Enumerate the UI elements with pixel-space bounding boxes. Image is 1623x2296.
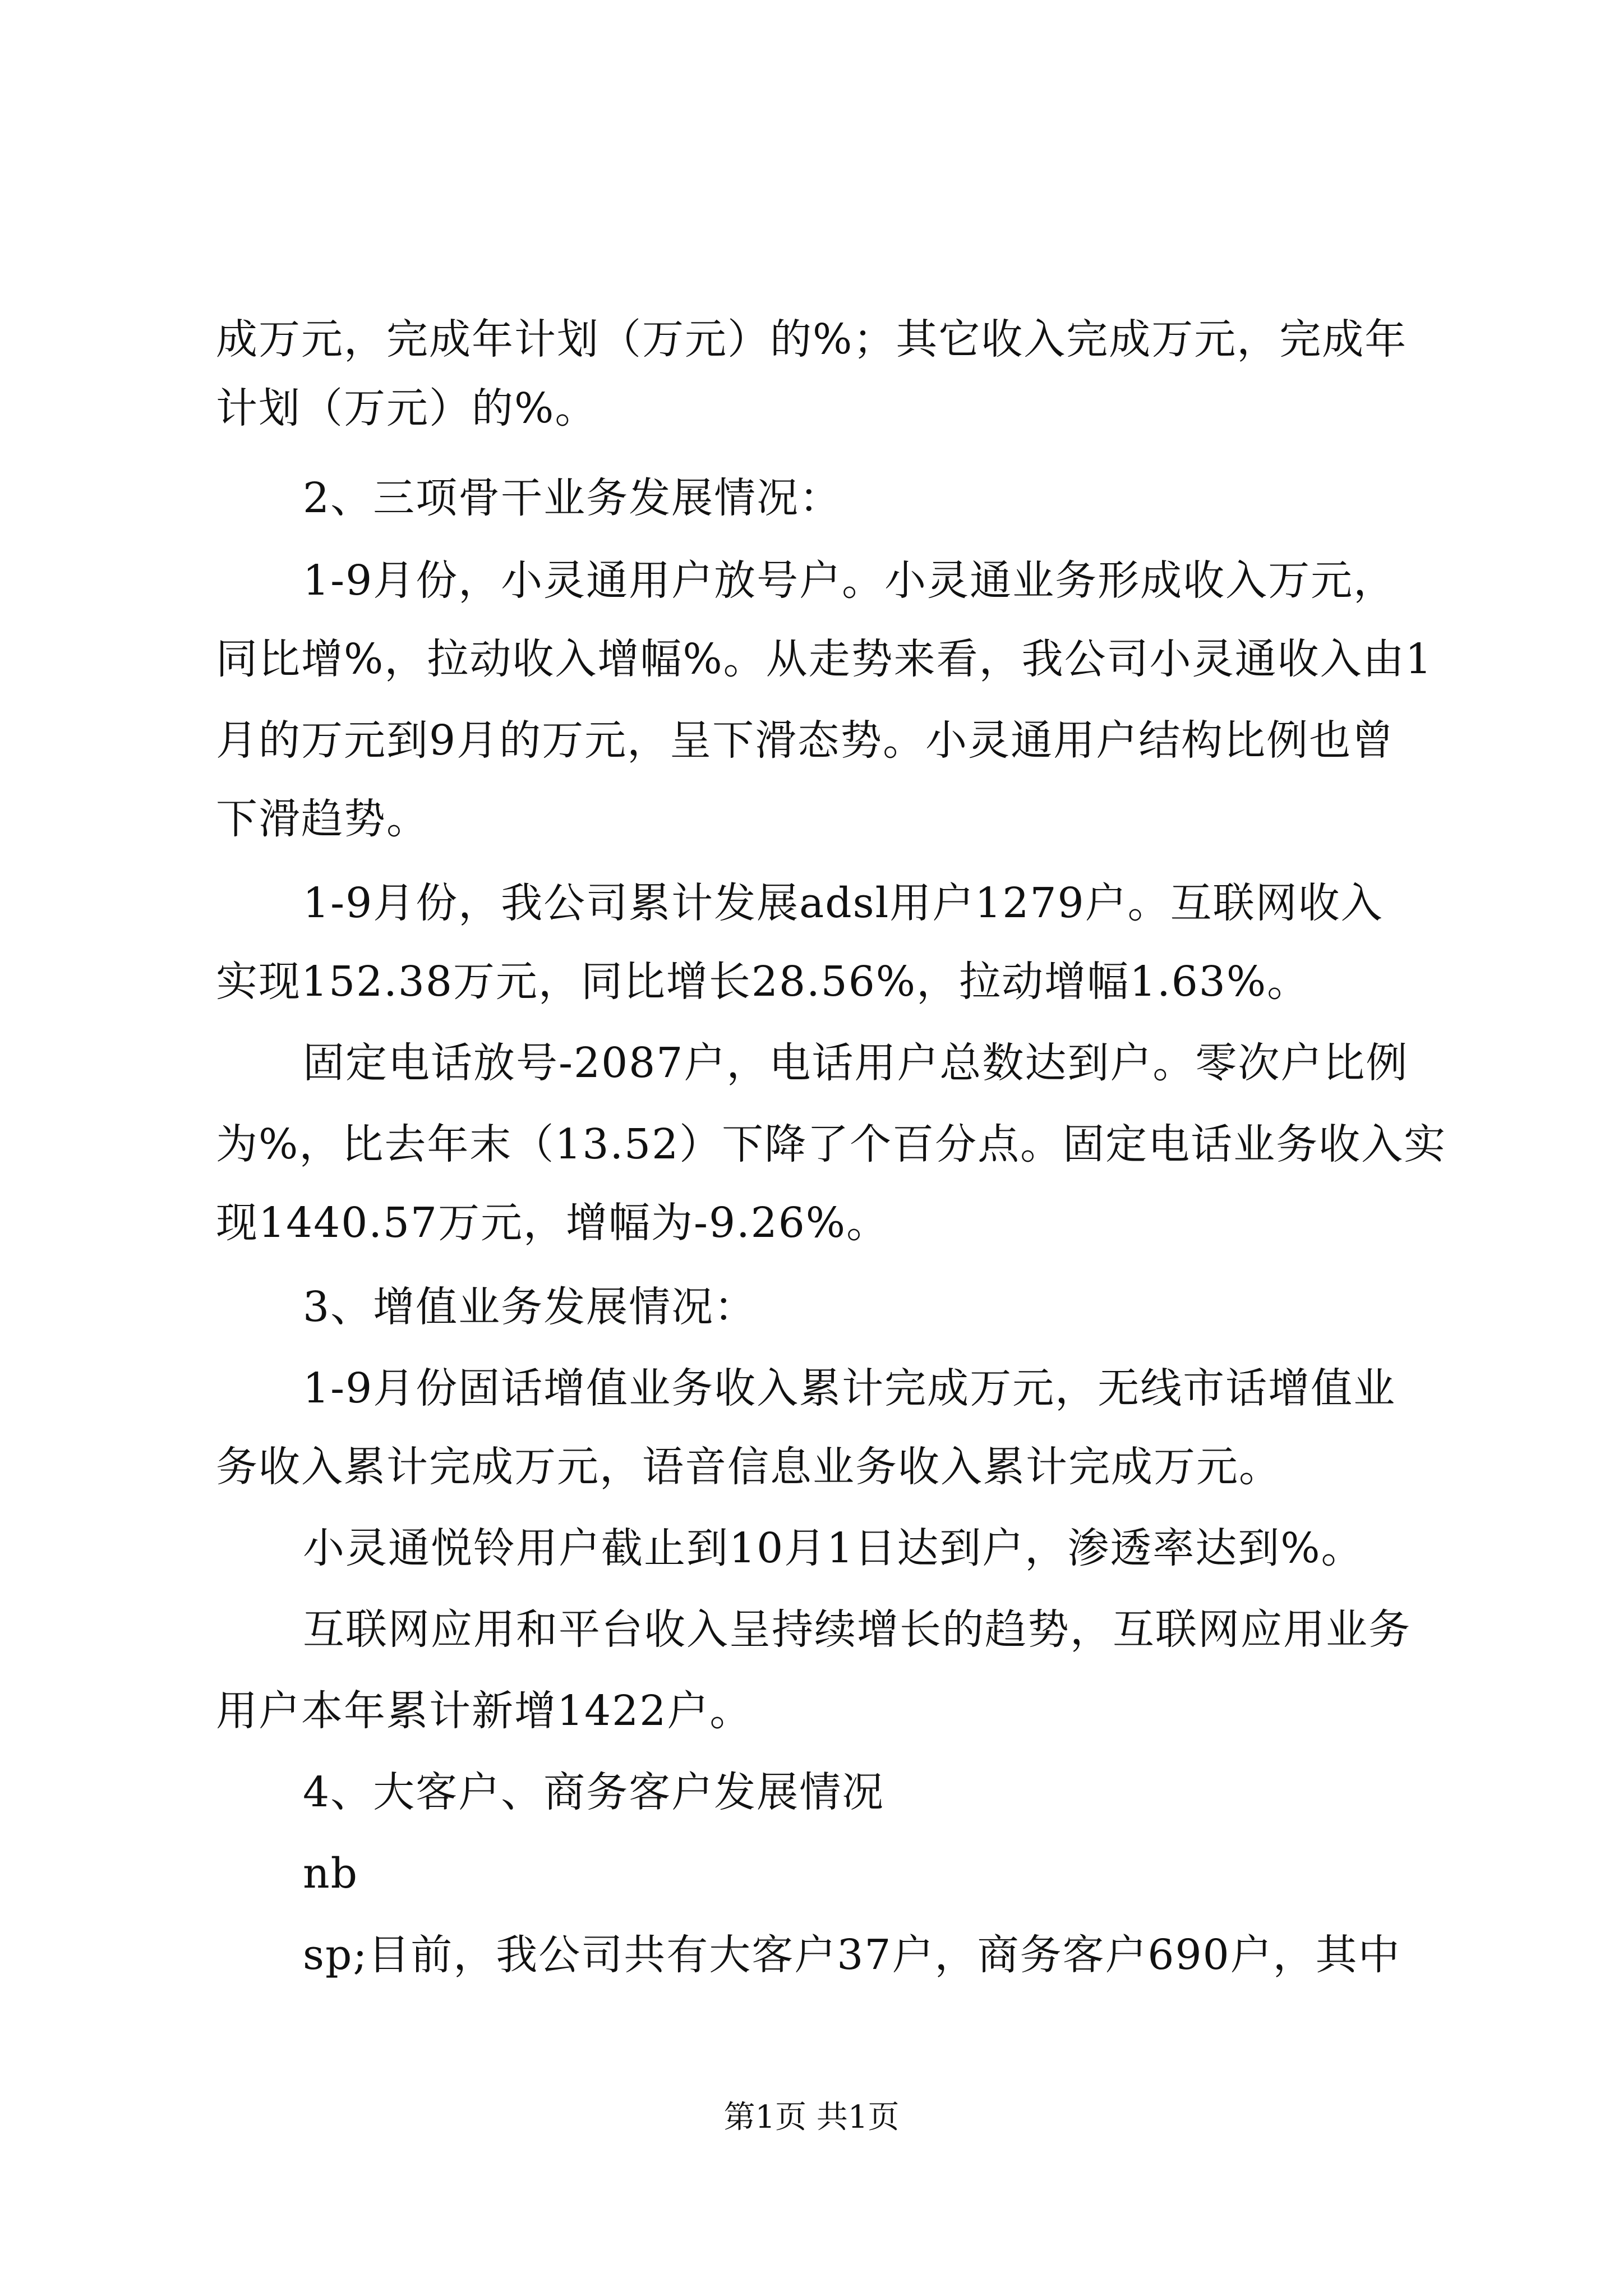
section-heading-4: 4、大客户、商务客户发展情况 xyxy=(303,1768,885,1816)
section-heading-2: 2、三项骨干业务发展情况： xyxy=(303,474,842,522)
text-line-11: 为%，比去年末（13.52）下降了个百分点。固定电话业务收入实 xyxy=(216,1120,1447,1168)
text-line-14: 1-9月份固话增值业务收入累计完成万元，无线市话增值业 xyxy=(303,1364,1396,1412)
text-line-17: 互联网应用和平台收入呈持续增长的趋势，互联网应用业务 xyxy=(303,1605,1411,1654)
text-line-7: 下滑趋势。 xyxy=(216,795,429,843)
text-line-15: 务收入累计完成万元，语音信息业务收入累计完成万元。 xyxy=(216,1443,1281,1491)
section-heading-3: 3、增值业务发展情况： xyxy=(303,1283,757,1331)
text-line-21: sp;目前，我公司共有大客户37户，商务客户690户，其中 xyxy=(303,1931,1401,1979)
text-line-1: 成万元，完成年计划（万元）的%；其它收入完成万元，完成年 xyxy=(216,315,1408,364)
text-line-12: 现1440.57万元，增幅为-9.26%。 xyxy=(216,1199,889,1247)
text-line-8: 1-9月份，我公司累计发展adsl用户1279户。互联网收入 xyxy=(303,879,1384,927)
text-line-18: 用户本年累计新增1422户。 xyxy=(216,1687,753,1735)
text-line-9: 实现152.38万元，同比增长28.56%，拉动增幅1.63%。 xyxy=(216,958,1310,1006)
text-line-20: nb xyxy=(303,1849,359,1898)
text-line-6: 月的万元到9月的万元，呈下滑态势。小灵通用户结构比例也曾 xyxy=(216,716,1395,765)
page-footer: 第1页 共1页 xyxy=(723,2099,900,2136)
text-line-16: 小灵通悦铃用户截止到10月1日达到户，渗透率达到%。 xyxy=(303,1524,1364,1572)
text-line-4: 1-9月份，小灵通用户放号户。小灵通业务形成收入万元， xyxy=(303,556,1396,605)
text-line-5: 同比增%，拉动收入增幅%。从走势来看，我公司小灵通收入由1 xyxy=(216,635,1433,683)
text-line-2: 计划（万元）的%。 xyxy=(216,384,598,432)
text-line-10: 固定电话放号-2087户，电话用户总数达到户。零次户比例 xyxy=(303,1039,1409,1087)
